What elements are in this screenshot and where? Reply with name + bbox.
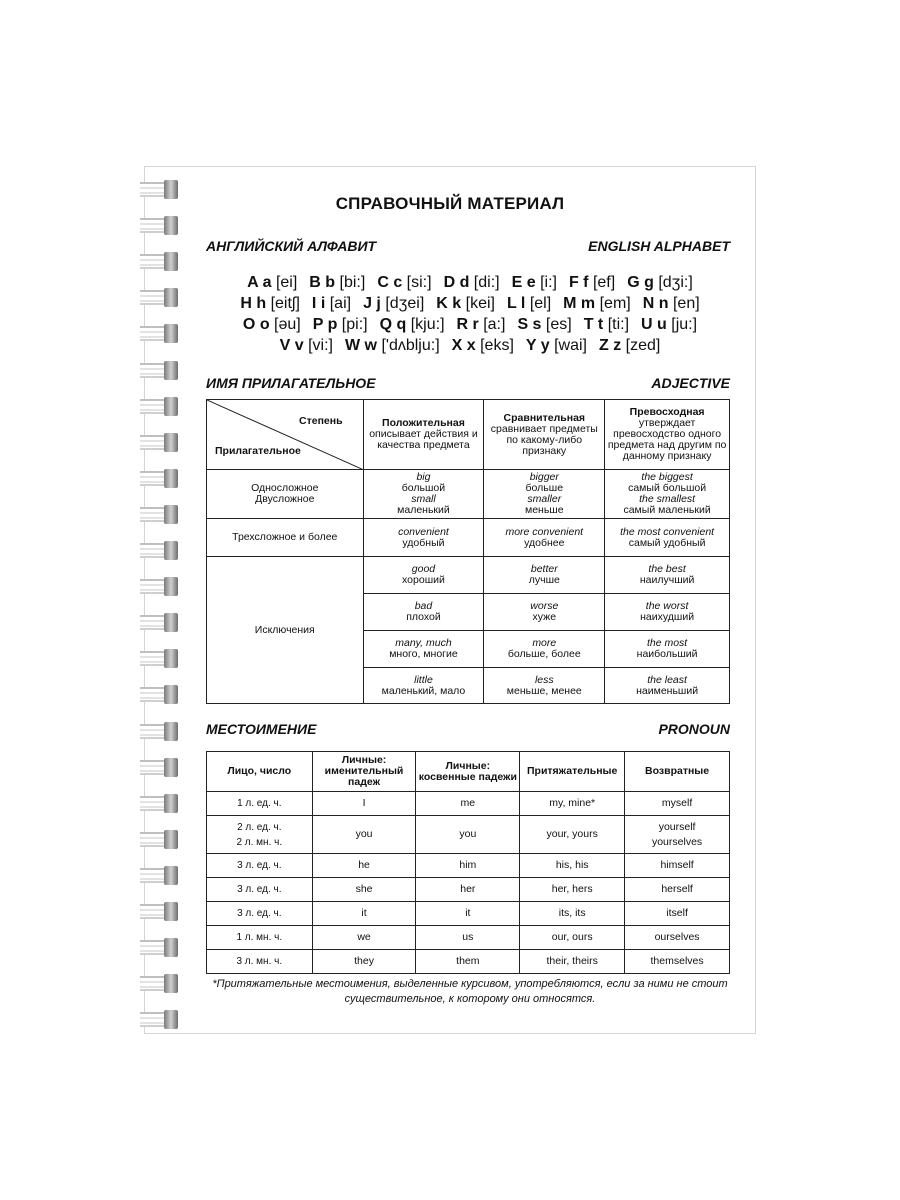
binding-ring bbox=[140, 828, 186, 850]
degree-label: Степень bbox=[299, 415, 343, 427]
alphabet-heading-en: ENGLISH ALPHABET bbox=[588, 238, 730, 254]
table-cell: they bbox=[312, 950, 416, 974]
table-cell: the best наилучший bbox=[605, 557, 730, 594]
table-cell: 3 л. ед. ч. bbox=[207, 854, 313, 878]
alphabet-letter: S s [es] bbox=[517, 316, 572, 333]
adjective-table bbox=[206, 399, 730, 704]
binding-ring bbox=[140, 720, 186, 742]
binding-ring bbox=[140, 467, 186, 489]
table-cell: the least наименьший bbox=[605, 668, 730, 704]
binding-ring bbox=[140, 972, 186, 994]
table-row bbox=[207, 519, 730, 557]
binding-ring bbox=[140, 539, 186, 561]
table-cell: its, its bbox=[520, 902, 625, 926]
transcription: [pi:] bbox=[341, 316, 368, 333]
table-cell: the most convenient самый удобный bbox=[605, 519, 730, 557]
transcription: [ai] bbox=[329, 295, 352, 312]
column-possessive: Притяжательные bbox=[520, 752, 625, 792]
table-cell: it bbox=[416, 902, 520, 926]
table-cell: 3 л. ед. ч. bbox=[207, 902, 313, 926]
alphabet-row bbox=[200, 337, 740, 355]
table-cell: 3 л. мн. ч. bbox=[207, 950, 313, 974]
page-title: СПРАВОЧНЫЙ МАТЕРИАЛ bbox=[335, 194, 565, 213]
transcription: [ti:] bbox=[607, 316, 630, 333]
table-cell: he bbox=[312, 854, 416, 878]
table-cell: more больше, более bbox=[484, 631, 605, 668]
table-cell: her bbox=[416, 878, 520, 902]
table-cell: 3 л. ед. ч. bbox=[207, 878, 313, 902]
alphabet-row bbox=[200, 274, 740, 292]
column-personal-oblique: Личные: косвенные падежи bbox=[416, 752, 520, 792]
table-row bbox=[207, 557, 730, 594]
row-label: Односложное Двусложное bbox=[207, 470, 364, 519]
transcription: [em] bbox=[599, 295, 631, 312]
table-row bbox=[207, 878, 730, 902]
transcription: [eitʃ] bbox=[270, 295, 300, 312]
table-cell: him bbox=[416, 854, 520, 878]
transcription: [en] bbox=[672, 295, 700, 312]
table-cell: less меньше, менее bbox=[484, 668, 605, 704]
transcription: ['dʌblju:] bbox=[381, 337, 440, 354]
table-cell: good хороший bbox=[363, 557, 484, 594]
table-cell: worse хуже bbox=[484, 594, 605, 631]
table-row bbox=[207, 926, 730, 950]
table-cell: 1 л. мн. ч. bbox=[207, 926, 313, 950]
table-cell: themselves bbox=[625, 950, 730, 974]
transcription: [zed] bbox=[625, 337, 661, 354]
binding-ring bbox=[140, 503, 186, 525]
alphabet-letter: G g [dʒi:] bbox=[627, 274, 693, 291]
table-cell: the worst наихудший bbox=[605, 594, 730, 631]
transcription: [ef] bbox=[592, 274, 616, 291]
table-row bbox=[207, 470, 730, 519]
table-cell: their, theirs bbox=[520, 950, 625, 974]
table-cell: convenient удобный bbox=[363, 519, 484, 557]
column-reflexive: Возвратные bbox=[625, 752, 730, 792]
row-label: Исключения bbox=[207, 557, 364, 704]
binding-ring bbox=[140, 395, 186, 417]
adjective-label: Прилагательное bbox=[215, 445, 301, 457]
column-personal-nominative: Личные: именительный падеж bbox=[312, 752, 416, 792]
table-cell: the biggest самый большой the smallest самый маленький bbox=[605, 470, 730, 519]
alphabet-letter: B b [bi:] bbox=[309, 274, 366, 291]
transcription: [wai] bbox=[554, 337, 587, 354]
transcription: [ju:] bbox=[671, 316, 698, 333]
table-cell: many, much много, многие bbox=[363, 631, 484, 668]
alphabet-letter: Q q [kju:] bbox=[379, 316, 445, 333]
transcription: [di:] bbox=[473, 274, 500, 291]
alphabet-letter: K k [kei] bbox=[436, 295, 495, 312]
transcription: [a:] bbox=[483, 316, 506, 333]
table-cell: bigger больше smaller меньше bbox=[484, 470, 605, 519]
transcription: [kju:] bbox=[410, 316, 445, 333]
table-row bbox=[207, 792, 730, 816]
table-cell: little маленький, мало bbox=[363, 668, 484, 704]
table-row bbox=[207, 816, 730, 854]
transcription: [əu] bbox=[274, 316, 301, 333]
table-cell: I bbox=[312, 792, 416, 816]
alphabet-letter: C c [si:] bbox=[377, 274, 432, 291]
alphabet-letter: D d [di:] bbox=[443, 274, 500, 291]
column-comparative: Сравнительная сравнивает предметы по какому-либо признаку bbox=[484, 400, 605, 470]
alphabet-letter: H h [eitʃ] bbox=[240, 295, 300, 312]
table-cell: the most наибольший bbox=[605, 631, 730, 668]
alphabet-letter: I i [ai] bbox=[311, 295, 352, 312]
transcription: [ei] bbox=[275, 274, 298, 291]
transcription: [bi:] bbox=[339, 274, 366, 291]
column-person: Лицо, число bbox=[207, 752, 313, 792]
transcription: [dʒei] bbox=[385, 295, 425, 312]
binding-ring bbox=[140, 900, 186, 922]
alphabet-row bbox=[200, 316, 740, 334]
alphabet-letter: Z z [zed] bbox=[599, 337, 661, 354]
table-cell: more convenient удобнее bbox=[484, 519, 605, 557]
alphabet-letter: Y y [wai] bbox=[525, 337, 587, 354]
table-cell: bad плохой bbox=[363, 594, 484, 631]
binding-ring bbox=[140, 431, 186, 453]
table-cell: yourself yourselves bbox=[625, 816, 730, 854]
table-cell: 2 л. ед. ч. 2 л. мн. ч. bbox=[207, 816, 313, 854]
adjective-heading-en: ADJECTIVE bbox=[651, 375, 730, 391]
binding-ring bbox=[140, 322, 186, 344]
binding-ring bbox=[140, 756, 186, 778]
transcription: [es] bbox=[545, 316, 572, 333]
alphabet-letter: V v [vi:] bbox=[279, 337, 333, 354]
binding-ring bbox=[140, 250, 186, 272]
column-superlative: Превосходная утверждает превосходство одного предмета над другим по данному признаку bbox=[605, 400, 730, 470]
table-cell: ourselves bbox=[625, 926, 730, 950]
transcription: [vi:] bbox=[308, 337, 333, 354]
binding-ring bbox=[140, 864, 186, 886]
table-row bbox=[207, 950, 730, 974]
pronoun-heading-en: PRONOUN bbox=[658, 721, 730, 737]
table-cell: 1 л. ед. ч. bbox=[207, 792, 313, 816]
binding-ring bbox=[140, 936, 186, 958]
transcription: [el] bbox=[529, 295, 552, 312]
table-cell: better лучше bbox=[484, 557, 605, 594]
binding-ring bbox=[140, 286, 186, 308]
binding-ring bbox=[140, 683, 186, 705]
pronoun-heading-ru: МЕСТОИМЕНИЕ bbox=[206, 721, 317, 737]
footnote: *Притяжательные местоимения, выделенные курсивом, употребляются, если за ними не стоит существительное, к которому они относятся. bbox=[212, 978, 728, 1005]
table-cell: you bbox=[416, 816, 520, 854]
spiral-binding bbox=[140, 166, 190, 1034]
table-cell: us bbox=[416, 926, 520, 950]
table-cell: herself bbox=[625, 878, 730, 902]
alphabet-letter: F f [ef] bbox=[568, 274, 616, 291]
table-cell: big большой small маленький bbox=[363, 470, 484, 519]
alphabet-letter: X x [eks] bbox=[451, 337, 514, 354]
alphabet-letter: P p [pi:] bbox=[312, 316, 368, 333]
table-cell: myself bbox=[625, 792, 730, 816]
alphabet-letter: O o [əu] bbox=[242, 316, 301, 333]
alphabet-letter: A a [ei] bbox=[247, 274, 298, 291]
row-label: Трехсложное и более bbox=[207, 519, 364, 557]
table-cell: my, mine* bbox=[520, 792, 625, 816]
binding-ring bbox=[140, 359, 186, 381]
binding-ring bbox=[140, 1008, 186, 1030]
transcription: [dʒi:] bbox=[658, 274, 693, 291]
table-cell: our, ours bbox=[520, 926, 625, 950]
alphabet-letter: L l [el] bbox=[506, 295, 552, 312]
alphabet-heading-ru: АНГЛИЙСКИЙ АЛФАВИТ bbox=[206, 238, 377, 254]
alphabet-letter: M m [em] bbox=[563, 295, 631, 312]
table-cell: her, hers bbox=[520, 878, 625, 902]
pronoun-table bbox=[206, 751, 730, 974]
table-row bbox=[207, 902, 730, 926]
table-cell: himself bbox=[625, 854, 730, 878]
transcription: [si:] bbox=[406, 274, 432, 291]
alphabet-letter: J j [dʒei] bbox=[363, 295, 425, 312]
binding-ring bbox=[140, 792, 186, 814]
binding-ring bbox=[140, 575, 186, 597]
adjective-corner-cell bbox=[207, 400, 364, 470]
transcription: [i:] bbox=[540, 274, 557, 291]
table-cell: itself bbox=[625, 902, 730, 926]
table-cell: you bbox=[312, 816, 416, 854]
binding-ring bbox=[140, 611, 186, 633]
alphabet-letter: W w ['dʌblju:] bbox=[344, 337, 440, 354]
alphabet-letter: U u [ju:] bbox=[641, 316, 698, 333]
alphabet-row bbox=[200, 295, 740, 313]
alphabet-letter: R r [a:] bbox=[456, 316, 506, 333]
alphabet-letter: T t [ti:] bbox=[583, 316, 630, 333]
table-cell: me bbox=[416, 792, 520, 816]
table-cell: your, yours bbox=[520, 816, 625, 854]
binding-ring bbox=[140, 214, 186, 236]
table-cell: his, his bbox=[520, 854, 625, 878]
table-cell: it bbox=[312, 902, 416, 926]
table-row bbox=[207, 854, 730, 878]
alphabet-letter: E e [i:] bbox=[511, 274, 557, 291]
adjective-heading-ru: ИМЯ ПРИЛАГАТЕЛЬНОЕ bbox=[206, 375, 376, 391]
table-cell: she bbox=[312, 878, 416, 902]
table-cell: we bbox=[312, 926, 416, 950]
binding-ring bbox=[140, 647, 186, 669]
table-cell: them bbox=[416, 950, 520, 974]
transcription: [kei] bbox=[465, 295, 495, 312]
column-positive: Положительная описывает действия и качества предмета bbox=[363, 400, 484, 470]
alphabet-letter: N n [en] bbox=[642, 295, 700, 312]
transcription: [eks] bbox=[480, 337, 514, 354]
